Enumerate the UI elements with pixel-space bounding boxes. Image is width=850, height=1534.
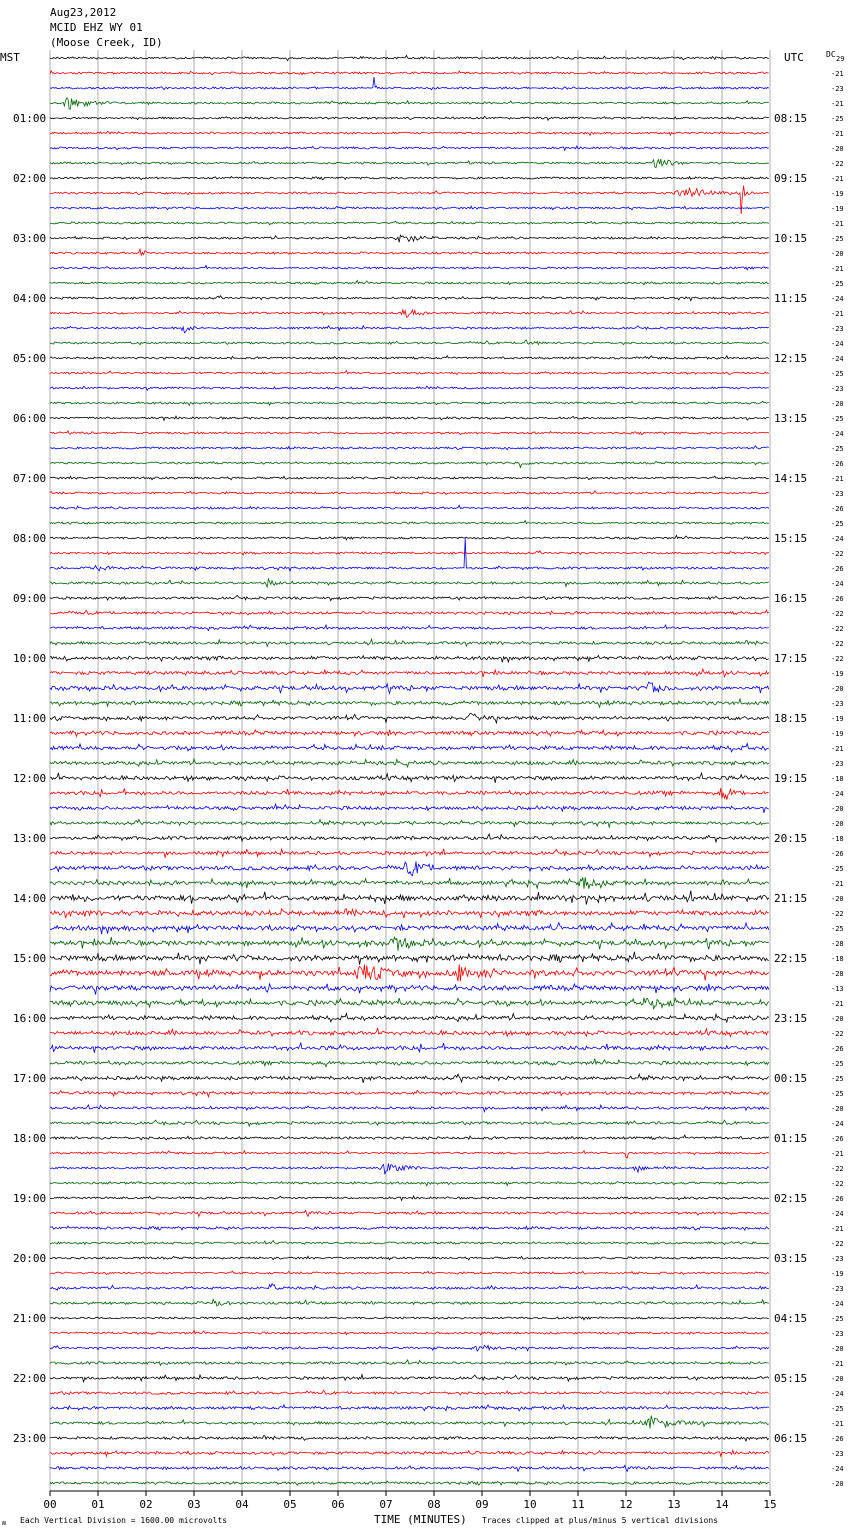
- right-timezone-label: UTC: [784, 51, 804, 64]
- utc-hour-label: 05:15: [774, 1372, 808, 1385]
- trace-line: [50, 1300, 769, 1306]
- trace-line: [50, 669, 769, 677]
- trace-line: [50, 1120, 769, 1126]
- trace-line: [50, 551, 769, 555]
- mst-hour-label: 12:00: [13, 772, 47, 785]
- trace-line: [50, 340, 769, 345]
- trace-line: [50, 206, 769, 210]
- trace-line: [50, 431, 769, 435]
- utc-hour-label: 15:15: [774, 532, 808, 545]
- trace-line: [50, 1271, 769, 1275]
- trace-line: [50, 639, 769, 646]
- mst-hour-label: 07:00: [13, 472, 47, 485]
- dc-offset-label: -26: [831, 850, 844, 858]
- trace-line: [50, 1390, 769, 1395]
- trace-line: [50, 461, 769, 467]
- utc-hour-label: 04:15: [774, 1312, 808, 1325]
- dc-offset-label: -20: [831, 895, 844, 903]
- dc-offset-label: -23: [831, 85, 844, 93]
- trace-line: [50, 1059, 769, 1067]
- trace-line: [50, 77, 769, 90]
- mst-hour-labels: [13, 112, 46, 1445]
- trace-line: [50, 1416, 769, 1429]
- utc-hour-label: 03:15: [774, 1252, 808, 1265]
- dc-offset-label: -26: [831, 460, 844, 468]
- x-tick-label: 01: [91, 1498, 105, 1511]
- dc-offset-label: -28: [831, 970, 844, 978]
- location-title: (Moose Creek, ID): [50, 36, 163, 49]
- dc-offset-label: 29: [836, 55, 845, 63]
- utc-hour-label: 18:15: [774, 712, 808, 725]
- dc-offset-label: -25: [831, 115, 844, 123]
- trace-line: [50, 964, 769, 981]
- dc-offset-label: -19: [831, 715, 844, 723]
- utc-hour-label: 17:15: [774, 652, 808, 665]
- dc-offset-label: -25: [831, 280, 844, 288]
- utc-hour-label: 13:15: [774, 412, 808, 425]
- trace-line: [50, 699, 769, 707]
- x-tick-label: 03: [187, 1498, 201, 1511]
- trace-line: [50, 146, 769, 150]
- trace-line: [50, 296, 769, 301]
- mst-hour-label: 08:00: [13, 532, 47, 545]
- dc-offset-label: -21: [831, 130, 844, 138]
- x-tick-label: 02: [139, 1498, 153, 1511]
- mst-hour-label: 15:00: [13, 952, 47, 965]
- dc-offset-label: -24: [831, 295, 844, 303]
- trace-line: [50, 579, 769, 587]
- x-tick-label: 10: [523, 1498, 537, 1511]
- trace-line: [50, 1450, 769, 1456]
- dc-offset-label: -22: [831, 1180, 844, 1188]
- x-tick-label: 07: [379, 1498, 393, 1511]
- trace-line: [50, 1465, 769, 1471]
- trace-line: [50, 131, 769, 135]
- dc-offset-label: -24: [831, 580, 844, 588]
- trace-line: [50, 1135, 769, 1140]
- dc-offset-label: -25: [831, 1090, 844, 1098]
- trace-line: [50, 891, 769, 905]
- utc-hour-label: 20:15: [774, 832, 808, 845]
- mst-hour-label: 17:00: [13, 1072, 47, 1085]
- trace-line: [50, 1405, 769, 1411]
- trace-line: [50, 1226, 769, 1230]
- trace-line: [50, 595, 769, 600]
- dc-offset-label: -24: [831, 430, 844, 438]
- dc-offset-label: -24: [831, 1465, 844, 1473]
- dc-offset-label: -22: [831, 640, 844, 648]
- dc-offset-label: -24: [831, 535, 844, 543]
- trace-line: [50, 1241, 769, 1245]
- dc-offset-label: -20: [831, 400, 844, 408]
- utc-hour-label: 09:15: [774, 172, 808, 185]
- dc-offset-label: -22: [831, 1030, 844, 1038]
- dc-offset-label: -21: [831, 175, 844, 183]
- dc-offset-label: -24: [831, 1120, 844, 1128]
- mst-hour-label: 19:00: [13, 1192, 47, 1205]
- x-tick-label: 04: [235, 1498, 249, 1511]
- dc-offset-label: -19: [831, 670, 844, 678]
- dc-offset-label: -22: [831, 550, 844, 558]
- scale-note: Each Vertical Division = 1600.00 microvolts: [20, 1516, 228, 1525]
- trace-line: [50, 159, 769, 168]
- mst-hour-label: 01:00: [13, 112, 47, 125]
- trace-line: [50, 56, 769, 61]
- trace-line: [50, 1345, 769, 1351]
- dc-offset-label: -25: [831, 235, 844, 243]
- dc-offset-label: -26: [831, 595, 844, 603]
- mst-hour-label: 10:00: [13, 652, 47, 665]
- x-tick-label: 15: [763, 1498, 777, 1511]
- trace-line: [50, 521, 769, 525]
- dc-offset-label: -26: [831, 565, 844, 573]
- dc-offset-label: -20: [831, 820, 844, 828]
- trace-line: [50, 491, 769, 495]
- dc-offset-label: -24: [831, 1300, 844, 1308]
- trace-line: [50, 1163, 769, 1174]
- dc-offset-label: -24: [831, 1390, 844, 1398]
- dc-offset-label: -23: [831, 1285, 844, 1293]
- mst-hour-label: 16:00: [13, 1012, 47, 1025]
- trace-line: [50, 610, 769, 615]
- dc-offset-label: -28: [831, 940, 844, 948]
- x-axis-title: TIME (MINUTES): [374, 1513, 467, 1526]
- trace-line: [50, 1151, 769, 1158]
- utc-hour-label: 08:15: [774, 112, 808, 125]
- trace-line: [50, 984, 769, 995]
- dc-offset-label: -18: [831, 775, 844, 783]
- dc-offset-label: -23: [831, 385, 844, 393]
- trace-line: [50, 1074, 769, 1083]
- dc-offset-label: -26: [831, 1435, 844, 1443]
- left-timezone-label: MST: [0, 51, 20, 64]
- trace-line: [50, 356, 769, 359]
- dc-offset-label: -19: [831, 190, 844, 198]
- dc-offset-label: -26: [831, 1045, 844, 1053]
- trace-line: [50, 1360, 769, 1366]
- trace-line: [50, 819, 769, 827]
- dc-offset-label: -21: [831, 745, 844, 753]
- trace-line: [50, 952, 769, 965]
- mst-hour-label: 05:00: [13, 352, 47, 365]
- trace-line: [50, 476, 769, 480]
- dc-offset-label: -18: [831, 955, 844, 963]
- trace-line: [50, 505, 769, 509]
- trace-line: [50, 804, 769, 813]
- dc-offset-label: -19: [831, 1270, 844, 1278]
- dc-offset-label: -24: [831, 355, 844, 363]
- trace-line: [50, 849, 769, 858]
- dc-offset-label: -23: [831, 325, 844, 333]
- mst-hour-label: 18:00: [13, 1132, 47, 1145]
- mst-hour-label: 14:00: [13, 892, 47, 905]
- dc-offset-label: -23: [831, 1450, 844, 1458]
- dc-offset-label: -20: [831, 1015, 844, 1023]
- dc-offset-label: -20: [831, 250, 844, 258]
- mst-hour-label: 04:00: [13, 292, 47, 305]
- dc-offset-label: -22: [831, 625, 844, 633]
- dc-offset-label: -13: [831, 985, 844, 993]
- dc-offset-label: -25: [831, 370, 844, 378]
- dc-offset-label: -23: [831, 760, 844, 768]
- trace-line: [50, 416, 769, 420]
- utc-hour-label: 00:15: [774, 1072, 808, 1085]
- mst-hour-label: 11:00: [13, 712, 47, 725]
- trace-line: [50, 998, 769, 1010]
- trace-line: [50, 538, 769, 571]
- utc-hour-label: 19:15: [774, 772, 808, 785]
- trace-line: [50, 788, 769, 800]
- trace-line: [50, 386, 769, 390]
- dc-offset-label: -24: [831, 340, 844, 348]
- trace-line: [50, 98, 769, 109]
- mst-hour-label: 21:00: [13, 1312, 47, 1325]
- trace-line: [50, 266, 769, 270]
- dc-offset-label: -25: [831, 520, 844, 528]
- utc-hour-label: 23:15: [774, 1012, 808, 1025]
- dc-offset-label: -25: [831, 1405, 844, 1413]
- dc-offset-label: -21: [831, 265, 844, 273]
- mst-hour-label: 20:00: [13, 1252, 47, 1265]
- trace-line: [50, 235, 769, 242]
- dc-offset-label: -21: [831, 880, 844, 888]
- dc-offset-label: -24: [831, 790, 844, 798]
- dc-offset-label: -24: [831, 1210, 844, 1218]
- mst-hour-label: 23:00: [13, 1432, 47, 1445]
- trace-line: [50, 759, 769, 767]
- trace-line: [50, 280, 769, 285]
- trace-line: [50, 401, 769, 405]
- utc-hour-label: 14:15: [774, 472, 808, 485]
- dc-offset-label: -21: [831, 70, 844, 78]
- x-tick-label: 00: [43, 1498, 57, 1511]
- mst-hour-label: 03:00: [13, 232, 47, 245]
- dc-offset-label: -26: [831, 1195, 844, 1203]
- x-tick-label: 14: [715, 1498, 729, 1511]
- dc-offset-label: -22: [831, 910, 844, 918]
- dc-offset-label: -22: [831, 610, 844, 618]
- trace-line: [50, 744, 769, 752]
- dc-offset-label: -23: [831, 700, 844, 708]
- dc-offset-label: -25: [831, 415, 844, 423]
- dc-offset-label: -21: [831, 100, 844, 108]
- corner-mark: ʍ: [2, 1519, 7, 1527]
- utc-hour-label: 10:15: [774, 232, 808, 245]
- dc-offset-label: -23: [831, 490, 844, 498]
- trace-line: [50, 116, 769, 120]
- trace-line: [50, 1375, 769, 1382]
- dc-offset-label: -25: [831, 445, 844, 453]
- trace-line: [50, 773, 769, 783]
- dc-offset-label: -21: [831, 1360, 844, 1368]
- trace-line: [50, 1014, 769, 1023]
- x-tick-label: 05: [283, 1498, 297, 1511]
- dc-offset-label: -25: [831, 1060, 844, 1068]
- mst-hour-label: 06:00: [13, 412, 47, 425]
- trace-line: [50, 1436, 769, 1441]
- dc-offset-label: -22: [831, 160, 844, 168]
- x-axis: [43, 1491, 776, 1511]
- dc-offset-label: -21: [831, 1000, 844, 1008]
- x-tick-label: 12: [619, 1498, 633, 1511]
- trace-line: [50, 1330, 769, 1335]
- utc-hour-label: 12:15: [774, 352, 808, 365]
- dc-offset-label: -25: [831, 925, 844, 933]
- trace-line: [50, 923, 769, 935]
- mst-hour-label: 22:00: [13, 1372, 47, 1385]
- dc-offset-label: -23: [831, 1330, 844, 1338]
- x-tick-label: 13: [667, 1498, 681, 1511]
- dc-offset-label: -26: [831, 505, 844, 513]
- trace-line: [50, 1043, 769, 1053]
- dc-offset-label: -25: [831, 865, 844, 873]
- dc-offset-label: -25: [831, 1075, 844, 1083]
- dc-offset-label: -22: [831, 1165, 844, 1173]
- dc-offset-label: -20: [831, 685, 844, 693]
- trace-line: [50, 535, 769, 539]
- utc-hour-label: 11:15: [774, 292, 808, 305]
- utc-hour-label: 01:15: [774, 1132, 808, 1145]
- dc-offset-header: DC: [826, 50, 836, 59]
- trace-line: [50, 1210, 769, 1216]
- mst-hour-label: 02:00: [13, 172, 47, 185]
- dc-offset-label: -21: [831, 1225, 844, 1233]
- trace-line: [50, 1481, 769, 1485]
- dc-offset-label: -20: [831, 1480, 844, 1488]
- trace-line: [50, 861, 769, 875]
- dc-offset-label: -19: [831, 730, 844, 738]
- trace-line: [50, 1317, 769, 1320]
- dc-offset-label: -21: [831, 475, 844, 483]
- trace-line: [50, 446, 769, 450]
- trace-line: [50, 1256, 769, 1260]
- dc-offset-label: -25: [831, 1315, 844, 1323]
- minute-gridlines: [50, 50, 770, 1491]
- dc-offset-label: -20: [831, 145, 844, 153]
- utc-hour-label: 21:15: [774, 892, 808, 905]
- trace-line: [50, 625, 769, 631]
- dc-offset-label: -20: [831, 1375, 844, 1383]
- trace-line: [50, 71, 769, 75]
- trace-line: [50, 730, 769, 737]
- trace-line: [50, 326, 769, 333]
- x-tick-label: 06: [331, 1498, 345, 1511]
- dc-offset-labels: [831, 55, 844, 1488]
- dc-offset-label: -21: [831, 1420, 844, 1428]
- dc-offset-label: -21: [831, 1150, 844, 1158]
- trace-line: [50, 1090, 769, 1096]
- dc-offset-label: -19: [831, 205, 844, 213]
- seismic-traces: [50, 56, 769, 1486]
- utc-hour-label: 02:15: [774, 1192, 808, 1205]
- x-tick-label: 08: [427, 1498, 441, 1511]
- dc-offset-label: -20: [831, 1345, 844, 1353]
- dc-offset-label: -23: [831, 1255, 844, 1263]
- utc-hour-label: 16:15: [774, 592, 808, 605]
- dc-offset-label: -18: [831, 835, 844, 843]
- mst-hour-label: 13:00: [13, 832, 47, 845]
- dc-offset-label: -21: [831, 220, 844, 228]
- trace-line: [50, 877, 769, 889]
- trace-line: [50, 714, 769, 723]
- dc-offset-label: -20: [831, 1105, 844, 1113]
- dc-offset-label: -20: [831, 805, 844, 813]
- trace-line: [50, 656, 769, 663]
- utc-hour-labels: [774, 112, 807, 1445]
- trace-line: [50, 1028, 769, 1037]
- dc-offset-label: -22: [831, 1240, 844, 1248]
- mst-hour-label: 09:00: [13, 592, 47, 605]
- utc-hour-label: 22:15: [774, 952, 808, 965]
- x-tick-label: 11: [571, 1498, 585, 1511]
- trace-line: [50, 371, 769, 375]
- trace-line: [50, 682, 769, 693]
- utc-hour-label: 06:15: [774, 1432, 808, 1445]
- trace-line: [50, 186, 769, 214]
- date-title: Aug23,2012: [50, 6, 117, 19]
- trace-line: [50, 310, 769, 317]
- trace-line: [50, 1181, 769, 1185]
- trace-line: [50, 1284, 769, 1290]
- trace-line: [50, 249, 769, 255]
- trace-line: [50, 834, 769, 842]
- station-title: MCID EHZ WY 01: [50, 21, 143, 34]
- dc-offset-label: -26: [831, 1135, 844, 1143]
- dc-offset-label: -21: [831, 310, 844, 318]
- dc-offset-label: -22: [831, 655, 844, 663]
- clip-note: Traces clipped at plus/minus 5 vertical divisions: [482, 1516, 719, 1525]
- trace-line: [50, 177, 769, 180]
- trace-line: [50, 1105, 769, 1112]
- x-tick-label: 09: [475, 1498, 489, 1511]
- trace-line: [50, 221, 769, 225]
- trace-line: [50, 909, 769, 918]
- trace-line: [50, 1196, 769, 1200]
- trace-line: [50, 937, 769, 951]
